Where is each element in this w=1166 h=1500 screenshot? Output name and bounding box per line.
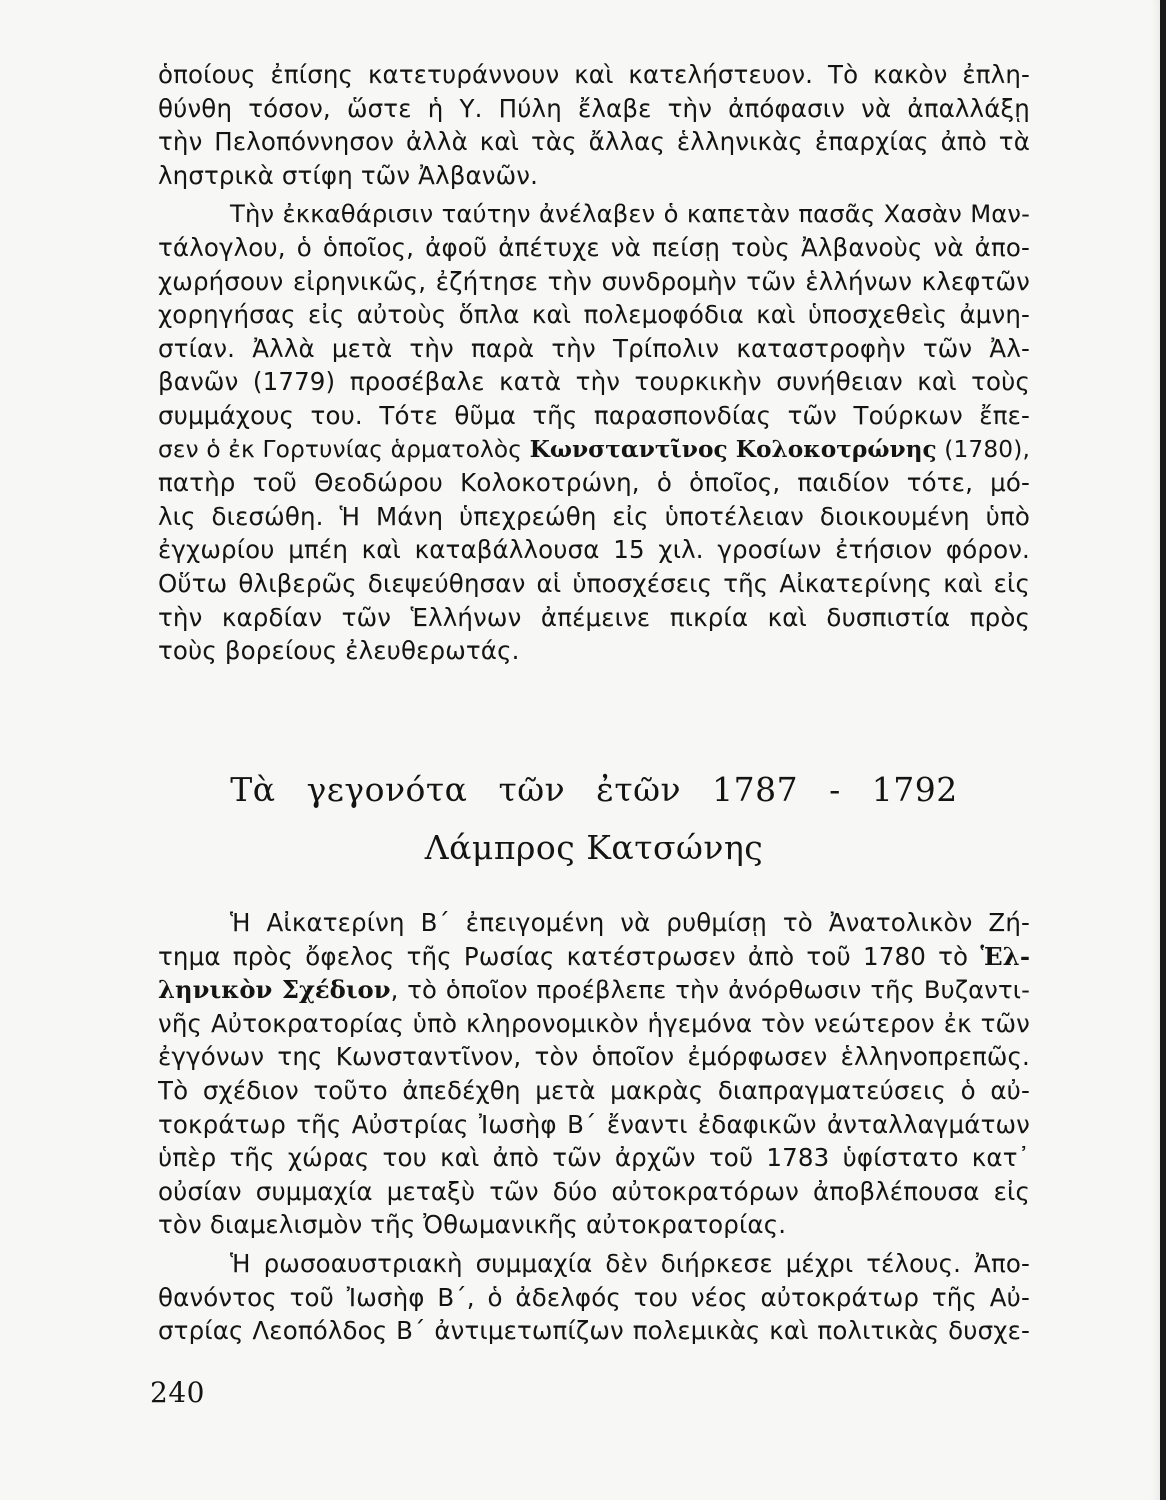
text-line: στρίας Λεοπόλδος Β΄ ἀντιμετωπίζων πολεμικὰς καὶ πολιτικὰς δυσχε- (158, 1316, 1030, 1346)
text-line: θύνθη τόσον, ὥστε ἡ Υ. Πύλη ἔλαβε τὴν ἀπόφασιν νὰ ἀπαλλάξῃ (158, 93, 1030, 123)
text-line: ἐγγόνων της Κωνσταντῖνον, τὸν ὁποῖον ἐμόρφωσεν ἑλληνοπρεπῶς. (158, 1042, 1030, 1072)
text-line: λις διεσώθη. Ἡ Μάνη ὑπεχρεώθη εἰς ὑποτέλειαν διοικουμένη ὑπὸ (158, 501, 1030, 531)
section-title: Τὰ γεγονότα τῶν ἐτῶν 1787 - 1792 (230, 770, 958, 809)
section-heading (158, 768, 1030, 870)
text-line (158, 973, 1030, 1007)
text-line: βανῶν (1779) προσέβαλε κατὰ τὴν τουρκικὴν συνήθειαν καὶ τοὺς (158, 367, 1030, 397)
text-run: τημα πρὸς ὄφελος τῆς Ρωσίας κατέστρωσεν ἀπὸ τοῦ 1780 τὸ (158, 941, 981, 971)
text-line: στίαν. Ἀλλὰ μετὰ τὴν παρὰ τὴν Τρίπολιν καταστροφὴν τῶν Ἀλ- (158, 333, 1030, 363)
section-subtitle: Λάμπρος Κατσώνης (424, 828, 764, 867)
bold-name: Κωνσταντῖνος Κολοκοτρώνης (529, 435, 937, 463)
text-line: χωρήσουν εἰρηνικῶς, ἐζήτησε τὴν συνδρομὴν τῶν ἑλλήνων κλεφτῶν (158, 266, 1030, 296)
text-line: συμμάχους του. Τότε θῦμα τῆς παρασπονδίας τῶν Τούρκων ἔπε- (158, 400, 1030, 430)
text-line: Τὸ σχέδιον τοῦτο ἀπεδέχθη μετὰ μακρὰς διαπραγματεύσεις ὁ αὐ- (158, 1075, 1030, 1105)
bold-term: Ἑλ- (980, 941, 1030, 971)
bold-term: ληνικὸν Σχέδιον (158, 975, 391, 1005)
text-line: ὑπὲρ τῆς χώρας του καὶ ἀπὸ τῶν ἀρχῶν τοῦ 1783 ὑφίστατο κατ᾿ (158, 1143, 1030, 1173)
text-line: θανόντος τοῦ Ἰωσὴφ Β΄, ὁ ἀδελφός του νέος αὐτοκράτωρ τῆς Αὐ- (158, 1282, 1030, 1312)
text-line: τάλογλου, ὁ ὁποῖος, ἀφοῦ ἀπέτυχε νὰ πείσῃ τοὺς Ἀλβανοὺς νὰ ἀπο- (158, 232, 1030, 262)
text-run: , τὸ ὁποῖον προέβλεπε τὴν ἀνόρθωσιν τῆς Βυζαντι- (390, 975, 1030, 1005)
text-line: οὐσίαν συμμαχία μεταξὺ τῶν δύο αὐτοκρατόρων ἀποβλέπουσα εἰς (158, 1176, 1030, 1206)
text-run: (1780), (936, 435, 1030, 463)
text-line: Τὴν ἐκκαθάρισιν ταύτην ἀνέλαβεν ὁ καπετὰν πασᾶς Χασὰν Μαν- (230, 199, 1030, 229)
body-text-top (158, 58, 1030, 668)
text-line (158, 433, 1030, 467)
text-line: πατὴρ τοῦ Θεοδώρου Κολοκοτρώνη, ὁ ὁποῖος, παιδίον τότε, μό- (158, 468, 1030, 498)
page-number: 240 (150, 1376, 205, 1409)
text-line: ληστρικὰ στίφη τῶν Ἀλβανῶν. (158, 160, 539, 190)
text-line: χορηγήσας εἰς αὐτοὺς ὅπλα καὶ πολεμοφόδια καὶ ὑποσχεθεὶς ἀμνη- (158, 300, 1030, 330)
text-line: Οὕτω θλιβερῶς διεψεύθησαν αἱ ὑποσχέσεις τῆς Αἰκατερίνης καὶ εἰς (158, 568, 1030, 598)
text-line: ἐγχωρίου μπέη καὶ καταβάλλουσα 15 χιλ. γροσίων ἐτήσιον φόρον. (158, 535, 1030, 565)
text-run: σεν ὁ ἐκ Γορτυνίας ἁρματολὸς (158, 435, 530, 463)
text-line: νῆς Αὐτοκρατορίας ὑπὸ κληρονομικὸν ἡγεμόνα τὸν νεώτερον ἐκ τῶν (158, 1008, 1030, 1038)
text-line: Ἡ Αἰκατερίνη Β΄ ἐπειγομένη νὰ ρυθμίσῃ τὸ Ἀνατολικὸν Ζή- (230, 908, 1030, 937)
text-line: τὸν διαμελισμὸν τῆς Ὀθωμανικῆς αὐτοκρατορίας. (158, 1210, 787, 1240)
text-line: τὴν καρδίαν τῶν Ἑλλήνων ἀπέμεινε πικρία καὶ δυσπιστία πρὸς (158, 602, 1030, 632)
text-line (158, 940, 1030, 974)
page-edge (1160, 0, 1166, 1500)
text-line: Ἡ ρωσοαυστριακὴ συμμαχία δὲν διήρκεσε μέχρι τέλους. Ἀπο- (230, 1248, 1030, 1278)
text-line: τοὺς βορείους ἐλευθερωτάς. (158, 636, 520, 666)
text-line: τὴν Πελοπόννησον ἀλλὰ καὶ τὰς ἄλλας ἑλληνικὰς ἐπαρχίας ἀπὸ τὰ (158, 127, 1030, 157)
text-line: τοκράτωρ τῆς Αὐστρίας Ἰωσὴφ Β΄ ἔναντι ἐδαφικῶν ἀνταλλαγμάτων (158, 1109, 1030, 1139)
text-line: ὁποίους ἐπίσης κατετυράννουν καὶ κατελήστευον. Τὸ κακὸν ἐπλη- (158, 60, 1030, 89)
body-text-bottom (158, 906, 1030, 1348)
